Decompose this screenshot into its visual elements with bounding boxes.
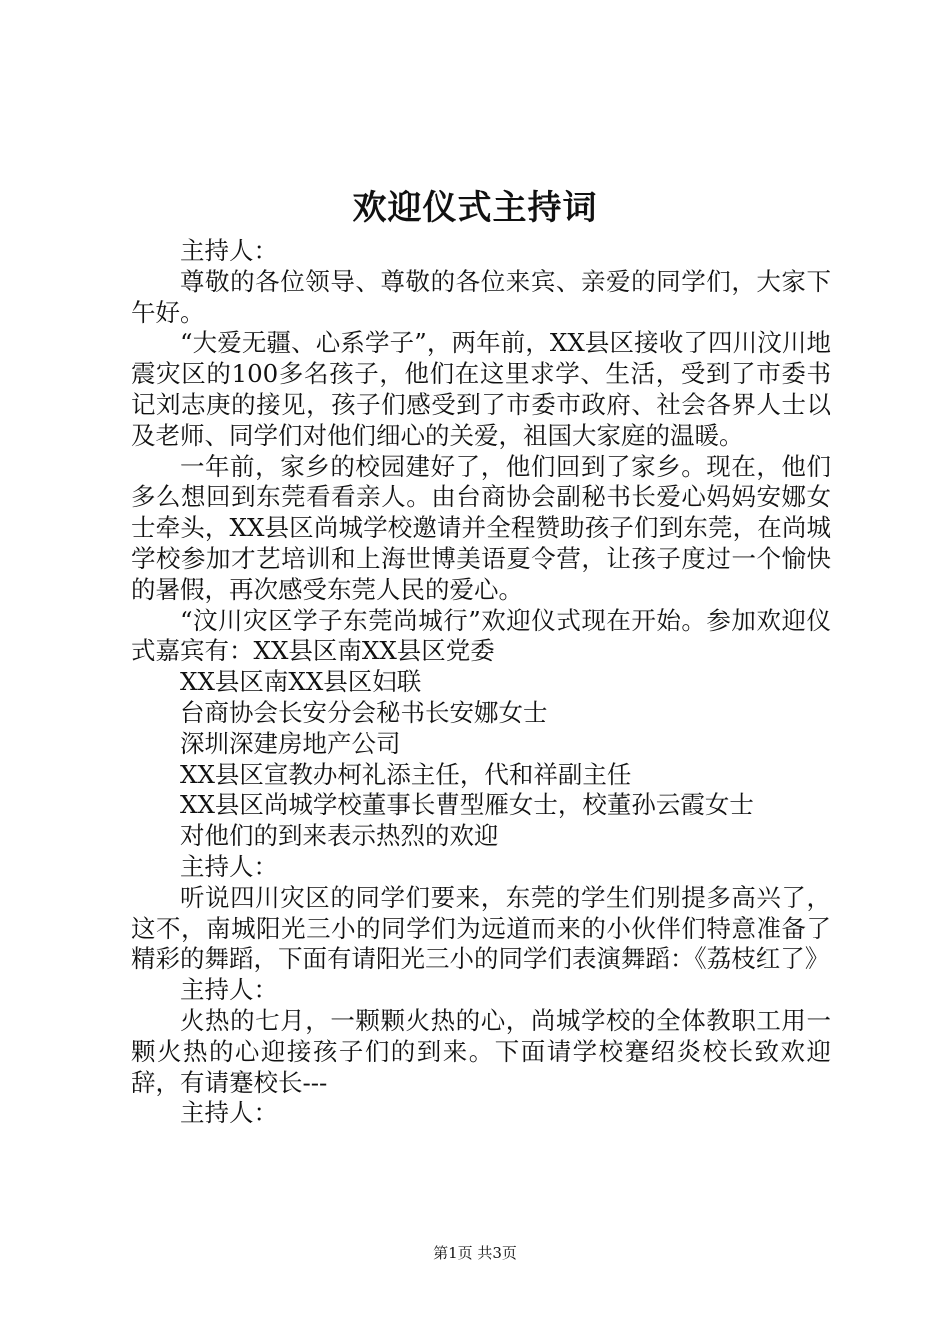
guest-line: XX县区南XX县区妇联 — [180, 667, 422, 697]
paragraph: 听说四川灾区的同学们要来，东莞的学生们别提多高兴了，这不，南城阳光三小的同学们为远道而来的小伙伴们特意准备了精彩的舞蹈，下面有请阳光三小的同学们表演舞蹈：《荔枝红了》 — [131, 882, 831, 974]
guest-line: XX县区尚城学校董事长曹型雁女士，校董孙云霞女士 — [180, 790, 754, 820]
paragraph: 火热的七月，一颗颗火热的心，尚城学校的全体教职工用一颗火热的心迎接孩子们的到来。下面请学校蹇绍炎校长致欢迎辞，有请蹇校长--- — [131, 1005, 831, 1097]
guest-line: XX县区宣教办柯礼添主任，代和祥副主任 — [180, 759, 632, 789]
page-footer: 第1页 共3页 — [433, 1244, 517, 1262]
guest-line: 深圳深建房地产公司 — [180, 728, 401, 758]
paragraph: 对他们的到来表示热烈的欢迎 — [180, 821, 499, 851]
paragraph: 尊敬的各位领导、尊敬的各位来宾、亲爱的同学们，大家下午好。 — [131, 266, 831, 327]
paragraph: 一年前，家乡的校园建好了，他们回到了家乡。现在，他们多么想回到东莞看看亲人。由台商协会副秘书长爱心妈妈安娜女士牵头，XX县区尚城学校邀请并全程赞助孩子们到东莞，在尚城学校参加才艺培训和上海世博美语夏令营，让孩子度过一个愉快的暑假，再次感受东莞人民的爱心。 — [131, 451, 831, 604]
paragraph: 主持人： — [180, 1098, 278, 1128]
document-body — [131, 236, 831, 1129]
guest-line: 台商协会长安分会秘书长安娜女士 — [180, 697, 548, 727]
paragraph: “大爱无疆、心系学子”，两年前，XX县区接收了四川汶川地震灾区的100多名孩子，他们在这里求学、生活，受到了市委书记刘志庚的接见，孩子们感受到了市委市政府、社会各界人士以及老师、同学们对他们细心的关爱，祖国大家庭的温暖。 — [131, 328, 831, 450]
paragraph: 主持人： — [180, 851, 278, 881]
paragraph: 主持人： — [180, 975, 278, 1005]
paragraph: “汶川灾区学子东莞尚城行”欢迎仪式现在开始。参加欢迎仪式嘉宾有：XX县区南XX县区党委 — [131, 605, 831, 666]
paragraph: 主持人： — [180, 236, 278, 265]
document-title: 欢迎仪式主持词 — [352, 188, 598, 228]
